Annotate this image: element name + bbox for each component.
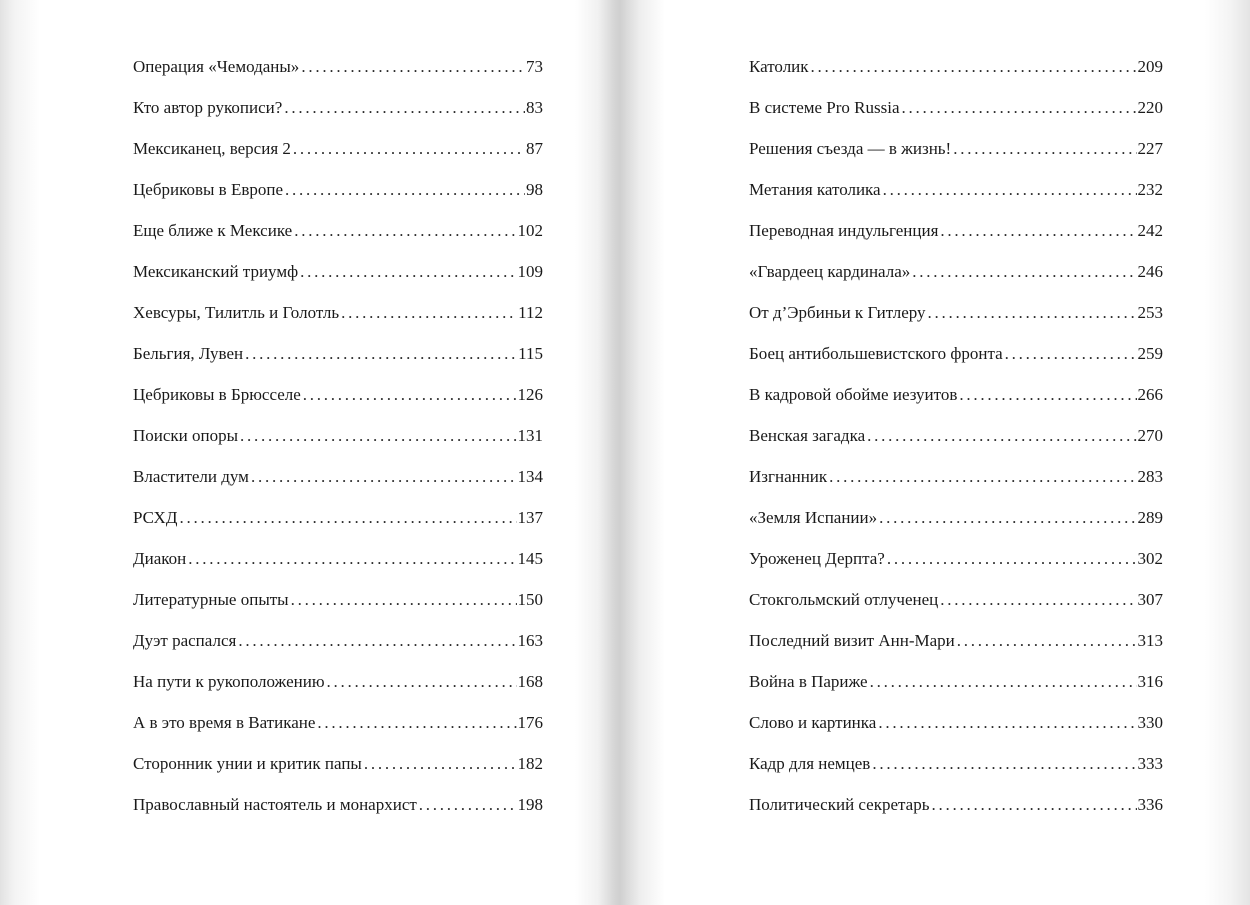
toc-entry-title: Боец антибольшевистского фронта <box>749 344 1003 363</box>
toc-entry <box>749 712 1163 753</box>
toc-entry-title: Метания католика <box>749 180 881 199</box>
toc-entry-title: Мексиканец, версия 2 <box>133 139 291 158</box>
toc-leader-dots <box>238 630 516 652</box>
toc-entry <box>133 794 543 835</box>
toc-entry <box>749 753 1163 794</box>
toc-leader-dots <box>912 261 1136 283</box>
toc-entry-title: Бельгия, Лувен <box>133 344 244 363</box>
toc-entry-title: Властители дум <box>133 467 249 486</box>
toc-entry <box>749 97 1163 138</box>
toc-leader-dots <box>940 220 1136 242</box>
toc-entry <box>133 138 543 179</box>
toc-entry-title: Политический секретарь <box>749 795 930 814</box>
toc-entry <box>749 794 1163 835</box>
toc-entry <box>749 548 1163 589</box>
toc-entry-page-number: 73 <box>526 57 543 76</box>
toc-leader-dots <box>419 794 517 816</box>
toc-entry <box>133 220 543 261</box>
toc-entry-page-number: 253 <box>1137 303 1163 322</box>
toc-entry <box>749 630 1163 671</box>
toc-entry-page-number: 289 <box>1137 508 1163 527</box>
toc-entry-title: Дуэт распался <box>133 631 237 650</box>
toc-entry-page-number: 313 <box>1137 631 1163 650</box>
toc-entry-page-number: 182 <box>517 754 543 773</box>
toc-entry <box>749 589 1163 630</box>
toc-entry <box>133 56 543 97</box>
toc-entry-title: Еще ближе к Мексике <box>133 221 293 240</box>
toc-entry-page-number: 220 <box>1137 98 1163 117</box>
toc-entry-page-number: 115 <box>518 344 543 363</box>
toc-entry <box>133 466 543 507</box>
toc-entry-title: В системе Pro Russia <box>749 98 900 117</box>
toc-leader-dots <box>301 56 525 78</box>
toc-entry-title: Кадр для немцев <box>749 754 871 773</box>
toc-entry-page-number: 137 <box>517 508 543 527</box>
toc-leader-dots <box>291 589 517 611</box>
toc-entry <box>133 712 543 753</box>
toc-entry-page-number: 307 <box>1137 590 1163 609</box>
toc-entry-page-number: 98 <box>526 180 543 199</box>
toc-entry-title: Католик <box>749 57 809 76</box>
toc-entry <box>133 507 543 548</box>
toc-entry-title: Уроженец Дерпта? <box>749 549 885 568</box>
toc-entry <box>749 425 1163 466</box>
toc-leader-dots <box>902 97 1137 119</box>
toc-entry-title: Венская загадка <box>749 426 866 445</box>
toc-leader-dots <box>872 753 1136 775</box>
toc-entry <box>749 671 1163 712</box>
toc-entry-title: Решения съезда — в жизнь! <box>749 139 952 158</box>
toc-entry-page-number: 246 <box>1137 262 1163 281</box>
toc-entry-title: «Земля Испании» <box>749 508 878 527</box>
toc-entry <box>749 138 1163 179</box>
toc-entry <box>133 548 543 589</box>
toc-leader-dots <box>251 466 517 488</box>
toc-entry-title: Литературные опыты <box>133 590 289 609</box>
toc-entry-title: Православный настоятель и монархист <box>133 795 417 814</box>
toc-entry-title: Последний визит Анн-Мари <box>749 631 955 650</box>
toc-leader-dots <box>959 384 1136 406</box>
toc-entry-title: В кадровой обойме иезуитов <box>749 385 958 404</box>
toc-entry-page-number: 83 <box>526 98 543 117</box>
toc-entry-title: Цебриковы в Европе <box>133 180 283 199</box>
toc-entry <box>133 179 543 220</box>
toc-leader-dots <box>811 56 1137 78</box>
toc-entry-page-number: 242 <box>1137 221 1163 240</box>
toc-leader-dots <box>878 712 1136 734</box>
toc-entry-page-number: 270 <box>1137 426 1163 445</box>
toc-entry-page-number: 131 <box>517 426 543 445</box>
toc-leader-dots <box>867 425 1136 447</box>
toc-entry-page-number: 163 <box>517 631 543 650</box>
toc-entry-page-number: 259 <box>1137 344 1163 363</box>
toc-leader-dots <box>327 671 517 693</box>
toc-entry-page-number: 302 <box>1137 549 1163 568</box>
toc-entry <box>133 425 543 466</box>
toc-entry-title: РСХД <box>133 508 178 527</box>
toc-entry-title: Диакон <box>133 549 187 568</box>
toc-entry-page-number: 168 <box>517 672 543 691</box>
toc-entry-title: «Гвардеец кардинала» <box>749 262 911 281</box>
toc-entry-page-number: 232 <box>1137 180 1163 199</box>
toc-entry-page-number: 87 <box>526 139 543 158</box>
toc-entry-page-number: 126 <box>517 385 543 404</box>
toc-leader-dots <box>300 261 516 283</box>
toc-entry-title: Слово и картинка <box>749 713 877 732</box>
toc-entry-title: Хевсуры, Тилитль и Голотль <box>133 303 340 322</box>
toc-entry-title: На пути к рукоположению <box>133 672 325 691</box>
toc-entry <box>133 97 543 138</box>
toc-entry <box>749 343 1163 384</box>
toc-leader-dots <box>179 507 516 529</box>
toc-leader-dots <box>940 589 1136 611</box>
toc-leader-dots <box>341 302 517 324</box>
toc-entry-page-number: 176 <box>517 713 543 732</box>
toc-entry-title: Изгнанник <box>749 467 828 486</box>
toc-entry <box>133 589 543 630</box>
toc-entry-title: Война в Париже <box>749 672 868 691</box>
toc-entry <box>749 507 1163 548</box>
toc-leader-dots <box>240 425 516 447</box>
toc-right-page <box>749 56 1163 835</box>
toc-entry-title: Цебриковы в Брюсселе <box>133 385 301 404</box>
toc-entry-page-number: 102 <box>517 221 543 240</box>
toc-leader-dots <box>303 384 517 406</box>
toc-leader-dots <box>1005 343 1137 365</box>
toc-entry-page-number: 112 <box>518 303 543 322</box>
toc-entry <box>749 302 1163 343</box>
toc-leader-dots <box>953 138 1136 160</box>
toc-entry-page-number: 134 <box>517 467 543 486</box>
toc-leader-dots <box>364 753 517 775</box>
toc-entry-title: Мексиканский триумф <box>133 262 299 281</box>
toc-entry-page-number: 336 <box>1137 795 1163 814</box>
toc-entry-title: А в это время в Ватикане <box>133 713 316 732</box>
toc-entry <box>749 179 1163 220</box>
toc-entry <box>133 753 543 794</box>
toc-entry <box>133 261 543 302</box>
toc-leader-dots <box>284 97 525 119</box>
toc-leader-dots <box>883 179 1137 201</box>
toc-entry-page-number: 150 <box>517 590 543 609</box>
toc-leader-dots <box>294 220 516 242</box>
toc-entry <box>133 630 543 671</box>
toc-entry-page-number: 333 <box>1137 754 1163 773</box>
toc-entry-page-number: 109 <box>517 262 543 281</box>
toc-leader-dots <box>293 138 525 160</box>
toc-entry-title: Поиски опоры <box>133 426 239 445</box>
toc-leader-dots <box>317 712 516 734</box>
toc-entry-title: Операция «Чемоданы» <box>133 57 300 76</box>
toc-entry-page-number: 266 <box>1137 385 1163 404</box>
toc-entry <box>749 261 1163 302</box>
toc-entry-page-number: 198 <box>517 795 543 814</box>
toc-entry <box>749 384 1163 425</box>
toc-entry-title: От д’Эрбиньи к Гитлеру <box>749 303 926 322</box>
toc-leader-dots <box>870 671 1137 693</box>
toc-leader-dots <box>829 466 1136 488</box>
toc-leader-dots <box>285 179 525 201</box>
toc-leader-dots <box>928 302 1137 324</box>
toc-entry <box>749 56 1163 97</box>
toc-entry <box>133 302 543 343</box>
toc-entry-title: Стокгольмский отлученец <box>749 590 939 609</box>
toc-leader-dots <box>188 548 516 570</box>
toc-leader-dots <box>245 343 517 365</box>
toc-entry-title: Сторонник унии и критик папы <box>133 754 362 773</box>
toc-entry-page-number: 227 <box>1137 139 1163 158</box>
toc-left-page <box>133 56 543 835</box>
toc-entry-title: Кто автор рукописи? <box>133 98 283 117</box>
toc-leader-dots <box>931 794 1136 816</box>
toc-entry <box>749 220 1163 261</box>
toc-leader-dots <box>887 548 1137 570</box>
toc-entry <box>133 343 543 384</box>
toc-entry-page-number: 330 <box>1137 713 1163 732</box>
toc-entry-page-number: 283 <box>1137 467 1163 486</box>
toc-entry <box>749 466 1163 507</box>
toc-entry-page-number: 145 <box>517 549 543 568</box>
toc-entry-page-number: 316 <box>1137 672 1163 691</box>
toc-leader-dots <box>879 507 1136 529</box>
toc-entry <box>133 384 543 425</box>
toc-entry <box>133 671 543 712</box>
toc-entry-title: Переводная индульгенция <box>749 221 939 240</box>
toc-leader-dots <box>957 630 1137 652</box>
toc-entry-page-number: 209 <box>1137 57 1163 76</box>
